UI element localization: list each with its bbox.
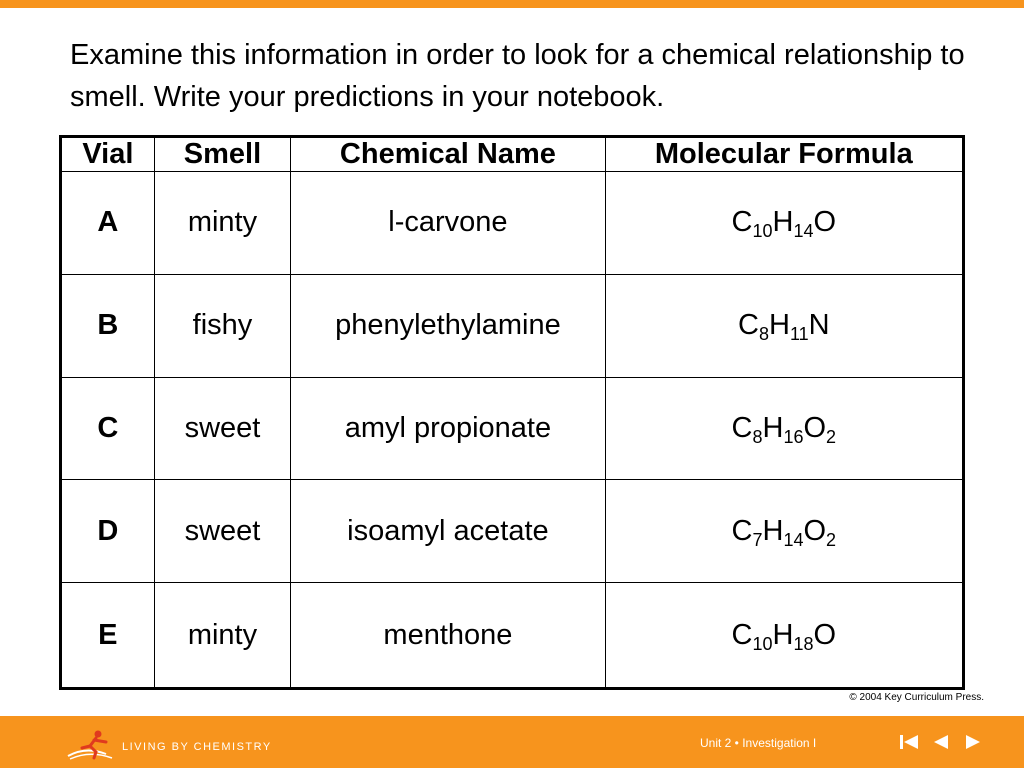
header-vial: Vial — [61, 137, 155, 172]
formula-element: H — [762, 411, 784, 444]
header-chemical-name: Chemical Name — [291, 137, 605, 172]
formula-subscript: 14 — [793, 221, 814, 242]
formula-subscript: 7 — [752, 529, 763, 550]
formula-element: O — [803, 411, 827, 444]
formula-subscript: 2 — [826, 529, 837, 550]
vial-cell: C — [61, 377, 155, 480]
molecular-formula-cell — [605, 172, 963, 275]
smell-cell: minty — [154, 172, 291, 275]
top-accent-bar — [0, 0, 1024, 8]
formula-subscript: 2 — [826, 426, 837, 447]
formula-element: C — [731, 514, 753, 547]
smell-cell: minty — [154, 583, 291, 689]
header-molecular-formula: Molecular Formula — [605, 137, 963, 172]
copyright-notice: © 2004 Key Curriculum Press. — [849, 692, 984, 703]
instructions-text: Examine this information in order to look for a chemical relationship to smell. Write your predictions in your notebook. — [70, 39, 965, 113]
formula-element: H — [768, 309, 790, 342]
table-row — [61, 377, 964, 480]
smell-cell: sweet — [154, 480, 291, 583]
next-slide-button[interactable] — [957, 732, 989, 752]
molecular-formula-cell — [605, 377, 963, 480]
formula-subscript: 18 — [793, 633, 814, 654]
formula-element: O — [813, 206, 837, 239]
living-by-chemistry-logo — [66, 728, 296, 762]
formula-element: C — [731, 411, 753, 444]
formula-subscript: 14 — [783, 529, 804, 550]
table-header-row — [61, 137, 964, 172]
chemical-name-cell: phenylethylamine — [291, 274, 605, 377]
formula-element: C — [738, 309, 759, 342]
formula-element: H — [772, 206, 794, 239]
header-smell: Smell — [154, 137, 291, 172]
skip-to-first-icon — [899, 734, 919, 750]
next-icon — [964, 734, 982, 750]
formula-subscript: 8 — [752, 426, 763, 447]
formula-element: H — [772, 618, 794, 651]
table-body — [61, 172, 964, 689]
previous-slide-button[interactable] — [925, 732, 957, 752]
formula-subscript: 11 — [789, 324, 809, 345]
formula-subscript: 8 — [758, 324, 769, 345]
first-slide-button[interactable] — [893, 732, 925, 752]
formula-element: H — [762, 514, 784, 547]
runner-logo-icon — [66, 728, 122, 762]
vial-cell: A — [61, 172, 155, 275]
table-row — [61, 274, 964, 377]
vial-cell: E — [61, 583, 155, 689]
smell-cell: fishy — [154, 274, 291, 377]
slide-navigation — [893, 732, 989, 752]
formula-subscript: 10 — [752, 633, 773, 654]
formula-element: C — [731, 618, 753, 651]
logo-text: LIVING BY CHEMISTRY — [122, 741, 272, 753]
vial-cell: D — [61, 480, 155, 583]
chemical-name-cell: isoamyl acetate — [291, 480, 605, 583]
footer-bar — [0, 716, 1024, 768]
molecular-formula-cell — [605, 274, 963, 377]
chemical-name-cell: l-carvone — [291, 172, 605, 275]
smell-table — [59, 135, 965, 690]
smell-cell: sweet — [154, 377, 291, 480]
table-row — [61, 583, 964, 689]
formula-element: C — [731, 206, 753, 239]
chemical-name-cell: menthone — [291, 583, 605, 689]
molecular-formula-cell — [605, 583, 963, 689]
formula-element: O — [803, 514, 827, 547]
formula-element: N — [808, 309, 830, 342]
formula-subscript: 10 — [752, 221, 773, 242]
formula-element: O — [813, 618, 837, 651]
formula-subscript: 16 — [783, 426, 804, 447]
previous-icon — [932, 734, 950, 750]
slide-info: Unit 2 • Investigation I — [700, 736, 817, 750]
table-row — [61, 172, 964, 275]
chemical-name-cell: amyl propionate — [291, 377, 605, 480]
vial-cell: B — [61, 274, 155, 377]
table-row — [61, 480, 964, 583]
molecular-formula-cell — [605, 480, 963, 583]
